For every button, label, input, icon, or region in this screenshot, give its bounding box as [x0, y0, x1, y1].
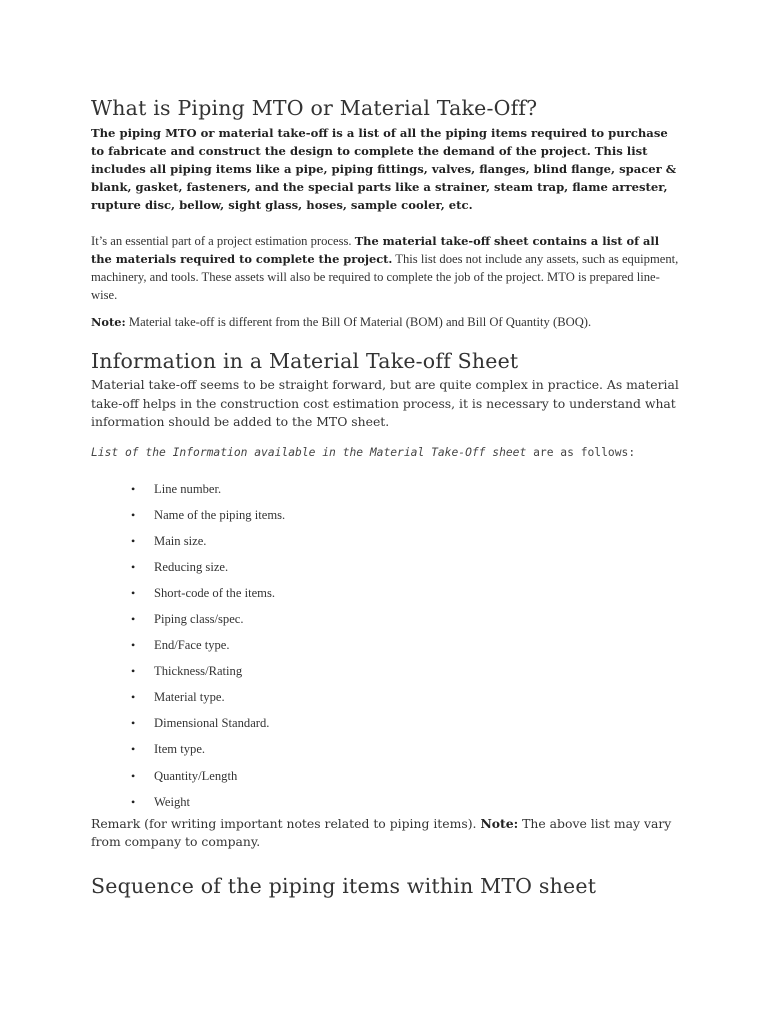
- bullet-icon: •: [131, 664, 136, 679]
- bullet-icon: •: [131, 768, 136, 783]
- bullet-icon: •: [131, 507, 136, 522]
- list-item: • Short-code of the items.: [131, 585, 276, 600]
- section-2-title: Information in a Material Take-off Sheet: [91, 349, 519, 373]
- document-page: [91, 96, 681, 898]
- section-3-title: Sequence of the piping items within MTO sheet: [91, 873, 597, 898]
- list-intro: [91, 444, 681, 462]
- bullet-icon: •: [131, 481, 136, 496]
- estimation-paragraph-bold: The material take-off sheet contains a list of all the materials required to complete the project.: [91, 234, 660, 266]
- remark-paragraph: [91, 815, 681, 852]
- section-2-intro: Material take-off seems to be straight forward, but are quite complex in practice. As material take-off helps in the construction cost estimation process, it is necessary to understand what information should be added to the MTO sheet.: [91, 377, 679, 429]
- estimation-paragraph-end: This list does not include any assets, such as equipment, machinery, and tools. These assets will also be required to complete the job of the project. MTO is prepared line-wise.: [91, 252, 679, 302]
- list-item: • Quantity/Length: [131, 768, 238, 783]
- bullet-icon: •: [131, 585, 136, 600]
- list-intro-italic: List of the Information available in the Material Take-Off sheet: [91, 445, 527, 459]
- estimation-paragraph-start: It’s an essential part of a project estimation process.: [91, 234, 355, 248]
- remark-note-label: Note:: [480, 815, 519, 831]
- bom-note-text: Material take-off is different from the Bill Of Material (BOM) and Bill Of Quantity (BOQ).: [125, 315, 592, 329]
- bullet-icon: •: [131, 742, 136, 757]
- list-item: • Thickness/Rating: [131, 664, 243, 679]
- list-item: • Item type.: [131, 742, 206, 757]
- list-item: • Piping class/spec.: [131, 611, 244, 626]
- list-item: • Dimensional Standard.: [131, 716, 270, 731]
- list-item: • Weight: [131, 794, 191, 809]
- list-item: • Main size.: [131, 533, 207, 548]
- bullet-icon: •: [131, 533, 136, 548]
- bullet-icon: •: [131, 690, 136, 705]
- section-1-intro: The piping MTO or material take-off is a list of all the piping items required to purchase to fabricate and construct the design to complete the demand of the project. This list includes all piping items like a pipe, piping fittings, valves, flanges, blind flange, spacer & blank, gasket, fasteners, and the special parts like a strainer, steam trap, flame arrester, rupture disc, bellow, sight glass, hoses, sample cooler, etc.: [91, 126, 677, 212]
- information-list: [91, 480, 681, 819]
- bullet-icon: •: [131, 611, 136, 626]
- remark-text: Remark (for writing important notes related to piping items).: [91, 815, 481, 831]
- list-item: • Reducing size.: [131, 559, 229, 574]
- estimation-paragraph: [91, 232, 681, 304]
- bullet-icon: •: [131, 638, 136, 653]
- bullet-icon: •: [131, 559, 136, 574]
- list-intro-rest: are as follows:: [526, 445, 636, 459]
- list-item: • Material type.: [131, 690, 225, 705]
- bom-note: [91, 313, 681, 331]
- list-item: • Line number.: [131, 481, 222, 496]
- list-item: • End/Face type.: [131, 638, 230, 653]
- bullet-icon: •: [131, 794, 136, 809]
- bom-note-label: Note:: [91, 315, 126, 329]
- section-1-title: What is Piping MTO or Material Take-Off?: [91, 96, 538, 120]
- remark-note-text: The above list may vary from company to company.: [91, 815, 672, 850]
- list-item: • Name of the piping items.: [131, 507, 286, 522]
- bullet-icon: •: [131, 716, 136, 731]
